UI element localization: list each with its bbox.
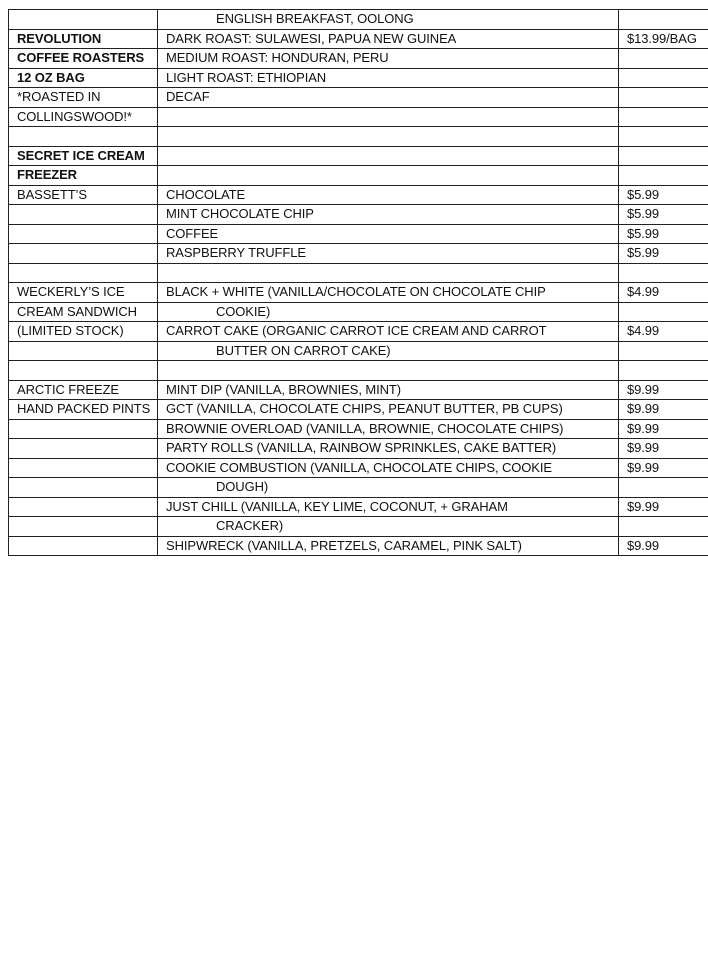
price-cell [619,341,708,361]
item-cell: PARTY ROLLS (VANILLA, RAINBOW SPRINKLES, CAKE BATTER) [158,439,619,459]
item-cell: CRACKER) [158,517,619,537]
price-cell: $9.99 [619,458,708,478]
price-cell [619,517,708,537]
vendor-cell [9,536,158,556]
table-row [9,361,708,381]
table-row [9,185,708,205]
price-cell: $4.99 [619,322,708,342]
table-row [9,322,708,342]
item-cell: RASPBERRY TRUFFLE [158,244,619,264]
vendor-cell [9,361,158,381]
item-cell [158,263,619,283]
price-cell: $5.99 [619,244,708,264]
price-cell: $9.99 [619,380,708,400]
item-cell: COOKIE COMBUSTION (VANILLA, CHOCOLATE CHIPS, COOKIE [158,458,619,478]
item-cell: BUTTER ON CARROT CAKE) [158,341,619,361]
price-cell [619,49,708,69]
item-cell: CHOCOLATE [158,185,619,205]
price-cell: $5.99 [619,185,708,205]
vendor-cell: (LIMITED STOCK) [9,322,158,342]
table-row [9,224,708,244]
table-row [9,88,708,108]
price-cell: $13.99/BAG [619,29,708,49]
menu-price-table [8,9,708,556]
item-cell: DOUGH) [158,478,619,498]
menu-table-body [9,10,708,556]
vendor-cell: BASSETT’S [9,185,158,205]
vendor-cell: HAND PACKED PINTS [9,400,158,420]
price-cell [619,107,708,127]
vendor-cell: COLLINGSWOOD!* [9,107,158,127]
table-row [9,536,708,556]
vendor-cell [9,517,158,537]
vendor-cell: FREEZER [9,166,158,186]
table-row [9,517,708,537]
price-cell [619,166,708,186]
item-cell: JUST CHILL (VANILLA, KEY LIME, COCONUT, + GRAHAM [158,497,619,517]
item-cell: ENGLISH BREAKFAST, OOLONG [158,10,619,30]
table-row [9,478,708,498]
table-row [9,263,708,283]
vendor-cell: WECKERLY’S ICE [9,283,158,303]
table-row [9,341,708,361]
table-row [9,205,708,225]
price-cell [619,478,708,498]
vendor-cell: REVOLUTION [9,29,158,49]
table-row [9,107,708,127]
price-cell [619,146,708,166]
price-cell: $5.99 [619,205,708,225]
vendor-cell [9,497,158,517]
price-cell [619,263,708,283]
vendor-cell: SECRET ICE CREAM [9,146,158,166]
table-row [9,166,708,186]
item-cell [158,166,619,186]
vendor-cell [9,458,158,478]
vendor-cell [9,224,158,244]
table-row [9,49,708,69]
item-cell [158,361,619,381]
table-row [9,29,708,49]
table-row [9,380,708,400]
price-cell [619,10,708,30]
table-row [9,302,708,322]
item-cell: MEDIUM ROAST: HONDURAN, PERU [158,49,619,69]
item-cell: BROWNIE OVERLOAD (VANILLA, BROWNIE, CHOCOLATE CHIPS) [158,419,619,439]
table-row [9,146,708,166]
price-cell: $9.99 [619,419,708,439]
price-cell [619,361,708,381]
vendor-cell [9,127,158,147]
vendor-cell [9,341,158,361]
price-cell: $4.99 [619,283,708,303]
item-cell: SHIPWRECK (VANILLA, PRETZELS, CARAMEL, PINK SALT) [158,536,619,556]
item-cell [158,146,619,166]
price-cell [619,88,708,108]
vendor-cell [9,10,158,30]
table-row [9,458,708,478]
vendor-cell [9,263,158,283]
vendor-cell: ARCTIC FREEZE [9,380,158,400]
item-cell: MINT DIP (VANILLA, BROWNIES, MINT) [158,380,619,400]
item-cell: DARK ROAST: SULAWESI, PAPUA NEW GUINEA [158,29,619,49]
table-row [9,127,708,147]
item-cell [158,107,619,127]
vendor-cell: 12 OZ BAG [9,68,158,88]
price-cell [619,302,708,322]
item-cell: MINT CHOCOLATE CHIP [158,205,619,225]
vendor-cell [9,478,158,498]
price-cell [619,68,708,88]
item-cell: GCT (VANILLA, CHOCOLATE CHIPS, PEANUT BUTTER, PB CUPS) [158,400,619,420]
price-cell: $9.99 [619,400,708,420]
table-row [9,439,708,459]
vendor-cell [9,244,158,264]
item-cell: BLACK + WHITE (VANILLA/CHOCOLATE ON CHOCOLATE CHIP [158,283,619,303]
price-cell: $9.99 [619,536,708,556]
vendor-cell: COFFEE ROASTERS [9,49,158,69]
table-row [9,244,708,264]
price-cell: $9.99 [619,497,708,517]
table-row [9,10,708,30]
table-row [9,497,708,517]
vendor-cell [9,205,158,225]
item-cell: COOKIE) [158,302,619,322]
item-cell: COFFEE [158,224,619,244]
vendor-cell [9,439,158,459]
table-row [9,400,708,420]
item-cell: CARROT CAKE (ORGANIC CARROT ICE CREAM AND CARROT [158,322,619,342]
table-row [9,283,708,303]
item-cell: DECAF [158,88,619,108]
table-row [9,419,708,439]
vendor-cell: CREAM SANDWICH [9,302,158,322]
item-cell: LIGHT ROAST: ETHIOPIAN [158,68,619,88]
vendor-cell: *ROASTED IN [9,88,158,108]
price-cell: $5.99 [619,224,708,244]
price-cell [619,127,708,147]
vendor-cell [9,419,158,439]
item-cell [158,127,619,147]
price-cell: $9.99 [619,439,708,459]
table-row [9,68,708,88]
